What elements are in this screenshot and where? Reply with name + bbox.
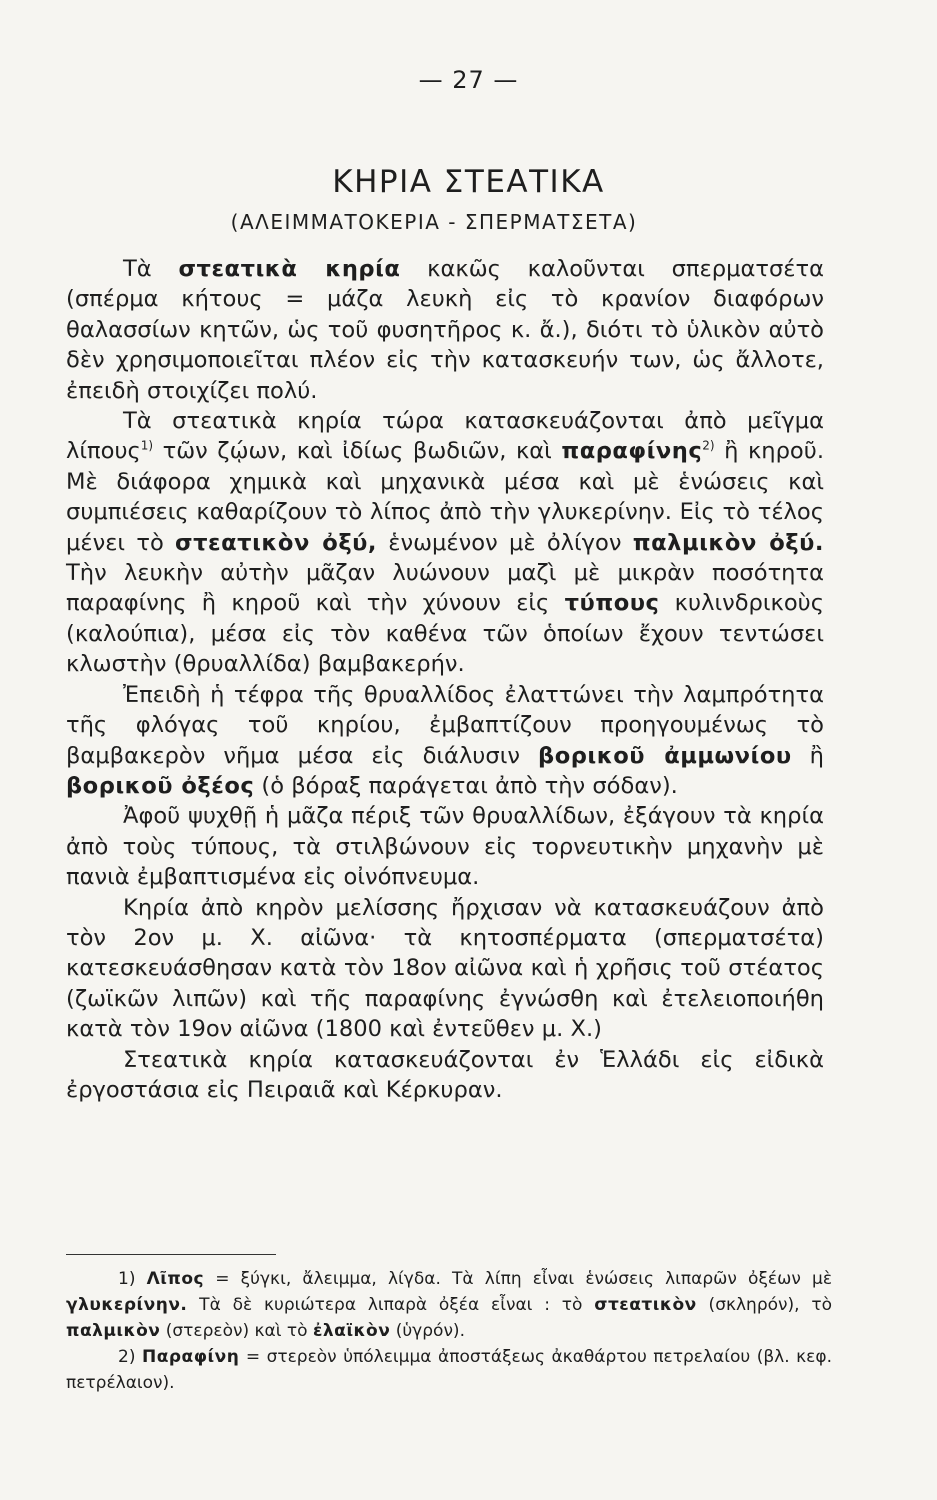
chapter-subtitle: (ΑΛΕΙΜΜΑΤΟΚΕΡΙΑ - ΣΠΕΡΜΑΤΣΕΤΑ) — [230, 210, 638, 234]
footnote-ref-2: 2) — [702, 438, 715, 453]
footnote-number: 2) — [118, 1347, 136, 1367]
bold-term: παλμικὸν — [66, 1321, 161, 1341]
paragraph-4: Ἀφοῦ ψυχθῇ ἡ μᾶζα πέριξ τῶν θρυαλλίδων, ἐξάγουν τὰ κηρία ἀπὸ τοὺς τύπους, τὰ στιλβώνουν εἰς τορνευτικὴν μηχανὴν μὲ πανιὰ ἐμβαπτισμένα εἰς οἰνόπνευμα. — [66, 803, 824, 891]
bold-term: παλμικὸν ὀξύ. — [632, 529, 824, 556]
bold-term: παραφίνης — [561, 438, 703, 465]
paragraph-2 — [66, 406, 824, 680]
bold-term: βορικοῦ ὀξέος — [66, 772, 255, 799]
bold-term: ἐλαϊκὸν — [312, 1321, 391, 1341]
chapter-title: ΚΗΡΙΑ ΣΤΕΑΤΙΚΑ — [332, 164, 605, 200]
bold-term: Λῖπος — [146, 1269, 205, 1289]
footnote-divider — [66, 1254, 276, 1255]
footnote-ref-1: 1) — [140, 438, 154, 453]
bold-term: στεατικὰ κηρία — [178, 256, 401, 282]
text-run: = ξύγκι, ἄλειμμα, λίγδα. Τὰ λίπη εἶναι ἑνώσεις λιπαρῶν ὀξέων μὲ — [204, 1269, 833, 1289]
footnote-1 — [66, 1266, 832, 1344]
text-run: = στερεὸν ὑπόλειμμα ἀποστάξεως ἀκαθάρτου πετρελαίου (βλ. κεφ. πετρέλαιον). — [66, 1347, 832, 1393]
text-run: Τὰ στεατικὰ κηρία τώρα κατασκευάζονται ἀπὸ μεῖγμα λίπους — [66, 408, 824, 465]
body-text — [66, 254, 824, 1105]
text-run: Τὰ — [123, 256, 179, 282]
paragraph-5: Κηρία ἀπὸ κηρὸν μελίσσης ἤρχισαν νὰ κατασκευάζουν ἀπὸ τὸν 2ον μ. Χ. αἰῶνα· τὰ κητοσπέρματα (σπερματσέτα) κατεσκευάσθησαν κατὰ τὸν 18ον αἰῶνα καὶ ἡ χρῆσις τοῦ στέατος (ζωϊκῶν λιπῶν) καὶ τῆς παραφίνης ἐγνώσθη καὶ ἐτελειοποιήθη κατὰ τὸν 19ον αἰῶνα (1800 καὶ ἐντεῦθεν μ. Χ.) — [66, 894, 824, 1043]
text-run: (ὁ βόραξ παράγεται ἀπὸ τὴν σόδαν). — [254, 772, 678, 799]
text-run: ἢ — [791, 742, 824, 769]
text-run: κακῶς καλοῦνται σπερματσέτα (σπέρμα κήτους = μάζα λευκὴ εἰς τὸ κρανίον διαφόρων θαλασσίων κητῶν, ὡς τοῦ φυσητῆρος κ. ἄ.), διότι τὸ ὑλικὸν αὐτὸ δὲν χρησιμοποιεῖται πλέον εἰς τὴν κατασκευήν των, ὡς ἄλλοτε, ἐπειδὴ στοιχίζει πολύ. — [66, 256, 824, 404]
footnote-2 — [66, 1344, 832, 1396]
text-run: (ὑγρόν). — [390, 1321, 465, 1341]
paragraph-6: Στεατικὰ κηρία κατασκευάζονται ἐν Ἑλλάδι εἰς εἰδικὰ ἐργοστάσια εἰς Πειραιᾶ καὶ Κέρκυραν. — [66, 1046, 824, 1103]
text-run: (σκληρόν), τὸ — [696, 1295, 832, 1315]
text-run: Τὰ δὲ κυριώτερα λιπαρὰ ὀξέα εἶναι : τὸ — [187, 1295, 595, 1315]
bold-term: στεατικὸν ὀξύ, — [175, 529, 378, 556]
text-run: Ἐπειδὴ ἡ τέφρα τῆς θρυαλλίδος ἐλαττώνει τὴν λαμπρότητα τῆς φλόγας τοῦ κηρίου, ἐμβαπτίζουν προηγουμένως τὸ βαμβακερὸν νῆμα μέσα εἰς διάλυσιν — [66, 681, 824, 769]
footnotes — [66, 1266, 832, 1396]
bold-term: γλυκερίνην. — [66, 1295, 188, 1315]
page-number: — 27 — — [418, 66, 519, 94]
paragraph-3 — [66, 680, 824, 802]
paragraph-1 — [66, 254, 824, 406]
text-run: τῶν ζῴων, καὶ ἰδίως βωδιῶν, καὶ — [153, 438, 562, 465]
text-run: ἑνωμένον μὲ ὀλίγον — [377, 529, 633, 556]
footnote-number: 1) — [118, 1269, 136, 1289]
text-run: ἢ κηροῦ. Μὲ διάφορα χημικὰ καὶ μηχανικὰ μέσα καὶ μὲ ἑνώσεις καὶ συμπιέσεις καθαρίζουν τὸ λίπος ἀπὸ τὴν γλυκερίνην. Εἰς τὸ τέλος μένει τὸ — [66, 438, 824, 556]
bold-term: τύπους — [564, 590, 660, 617]
text-run: Τὴν λευκὴν αὐτὴν μᾶζαν λυώνουν μαζὶ μὲ μικρὰν ποσότητα παραφίνης ἢ κηροῦ καὶ τὴν χύνουν εἰς — [66, 560, 824, 617]
bold-term: Παραφίνη — [141, 1347, 240, 1367]
text-run: κυλινδρικοὺς (καλούπια), μέσα εἰς τὸν καθένα τῶν ὁποίων ἔχουν τεντώσει κλωστὴν (θρυαλλίδα) βαμβακερήν. — [66, 590, 824, 678]
bold-term: βορικοῦ ἀμμωνίου — [538, 742, 792, 769]
bold-term: στεατικὸν — [594, 1295, 697, 1315]
text-run: (στερεὸν) καὶ τὸ — [160, 1321, 313, 1341]
